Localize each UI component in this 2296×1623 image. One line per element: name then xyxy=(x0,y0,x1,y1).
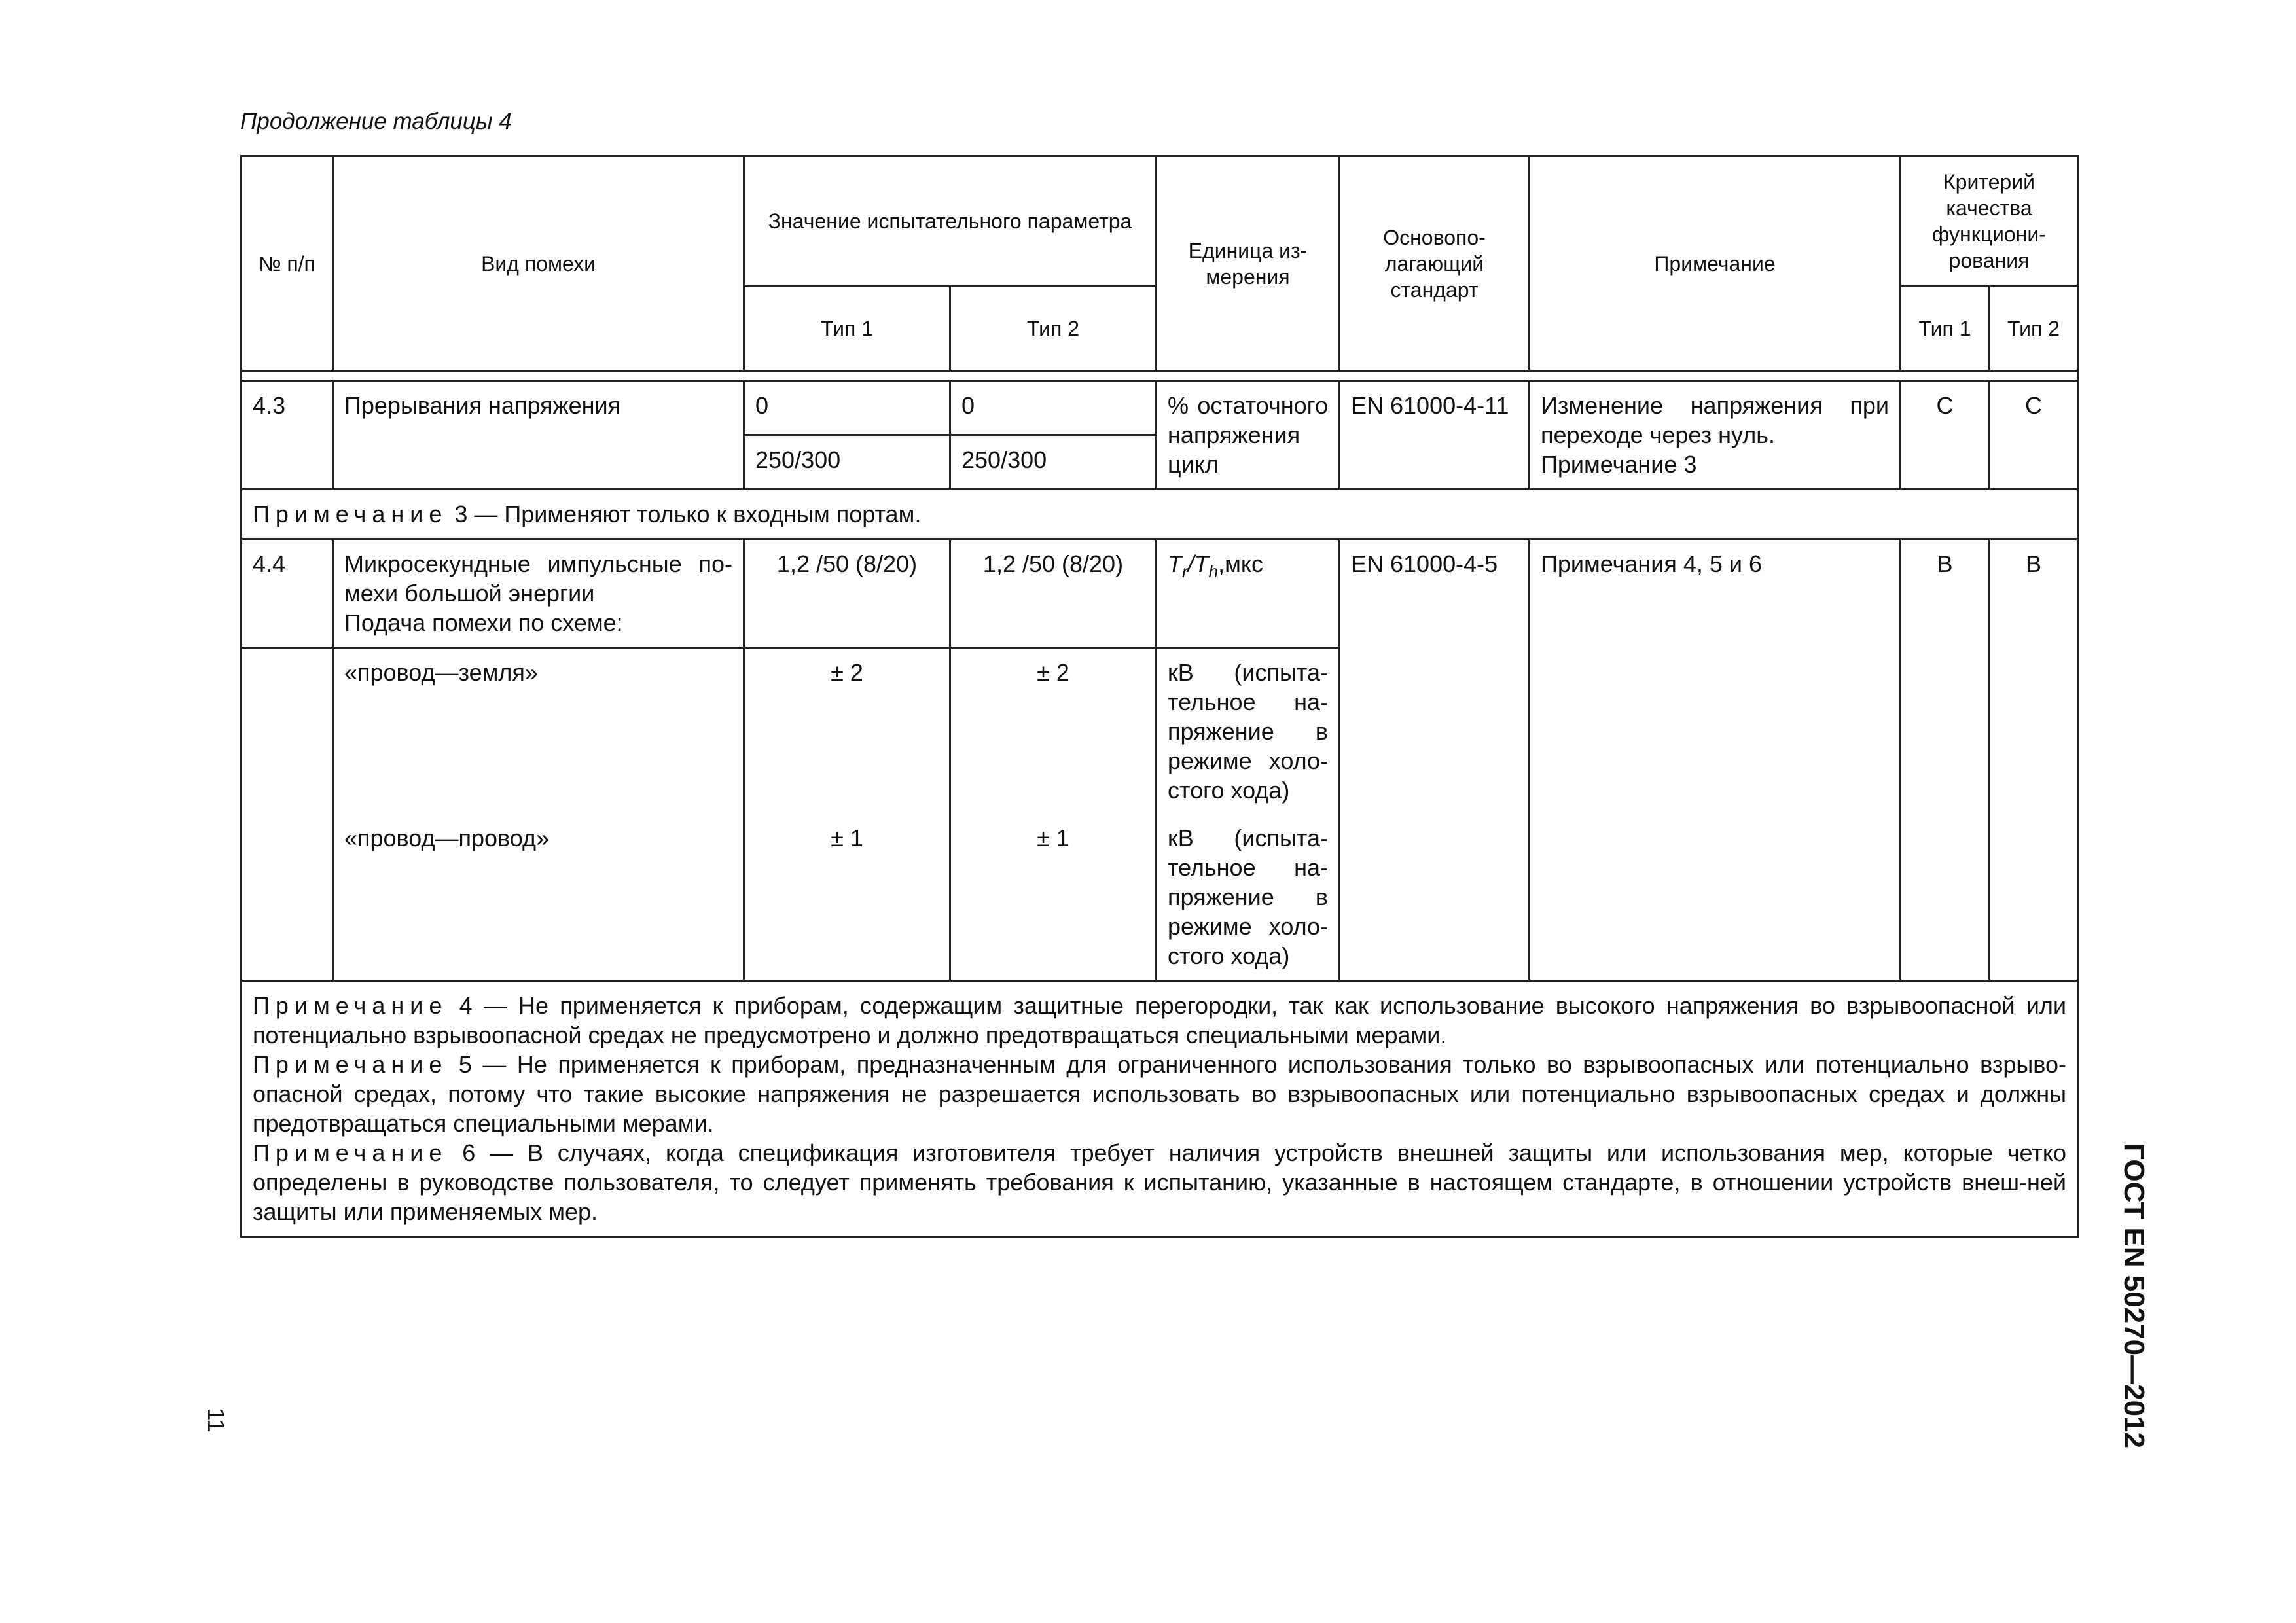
test-parameters-table xyxy=(240,155,2079,1238)
header-crit1: Тип 1 xyxy=(1901,286,1990,371)
row-4-4-num: 4.4 xyxy=(242,539,333,648)
row-4-3-name: Прерывания напряжения xyxy=(333,381,744,490)
header-separator xyxy=(242,371,2078,381)
document-designation-text: ГОСТ EN 50270—2012 xyxy=(2118,1143,2150,1448)
unit-sub-r: r xyxy=(1182,562,1188,582)
row-4-3-type1-b: 250/300 xyxy=(744,435,950,490)
header-type2: Тип 2 xyxy=(950,286,1157,371)
row-4-4-unit: $T_r/T_h,мкс$ xyxy=(1157,539,1340,648)
table-row xyxy=(242,381,2078,435)
note-5 xyxy=(253,1050,2066,1138)
header-standard: Основопо-лагающий стандарт xyxy=(1340,156,1530,371)
note-6 xyxy=(253,1138,2066,1226)
notes-4-6 xyxy=(242,981,2078,1237)
header-num: № п/п xyxy=(242,156,333,371)
header-remark: Примечание xyxy=(1530,156,1901,371)
row-4-4-scheme-label: Подача помехи по схеме: xyxy=(344,609,623,636)
header-type: Вид помехи xyxy=(333,156,744,371)
row-4-4-name xyxy=(333,539,744,648)
row-4-3-type2-b: 250/300 xyxy=(950,435,1157,490)
row-4-3-type2-a: 0 xyxy=(950,381,1157,435)
row-4-4-num-cont xyxy=(242,648,333,981)
header-unit: Единица из-мерения xyxy=(1157,156,1340,371)
note-3 xyxy=(242,490,2078,539)
page-number-text: 11 xyxy=(203,1408,230,1433)
note-5-prefix: Примечание xyxy=(253,1051,448,1078)
row-4-3-num: 4.3 xyxy=(242,381,333,490)
row-4-3-crit2: C xyxy=(1990,381,2078,490)
row-4-4-unit-suffix: ,мкс xyxy=(1218,550,1264,577)
notes-row xyxy=(242,981,2078,1237)
row-4-4-type1: 1,2 /50 (8/20) xyxy=(744,539,950,648)
sub-wire-ground-type2: ± 2 xyxy=(950,648,1157,815)
note-6-prefix: Примечание xyxy=(253,1139,448,1166)
sub-wire-wire-unit: кВ (испыта-тельное на-пряжение в режиме холо-стого хода) xyxy=(1157,814,1340,981)
row-4-4-crit1: B xyxy=(1901,539,1990,981)
note-3-text: 3 — Применяют только к входным портам. xyxy=(448,501,922,527)
note-6-text: 6 — В случаях, когда спецификация изготовителя требует наличия устройств внешней защиты или использования мер, которые четко определены в руководстве пользователя, то следует применять требования к испытанию, указанные в настоящем стандарте, в отношении устройств внеш-ней защиты или применяемых мер. xyxy=(253,1139,2066,1225)
row-4-4-crit2: B xyxy=(1990,539,2078,981)
document-designation xyxy=(2108,1143,2160,1448)
note-4 xyxy=(253,991,2066,1050)
sub-wire-ground-name: «провод—земля» xyxy=(333,648,744,815)
row-4-3-remark-line: Изменение напряжения при переходе через нуль. xyxy=(1541,392,1889,448)
header-criterion: Критерий качества функциони-рования xyxy=(1901,156,2078,286)
row-4-3-standard: EN 61000-4-11 xyxy=(1340,381,1530,490)
note-4-text: 4 — Не применяется к приборам, содержащим защитные перегородки, так как использование высокого напряжения во взрывоопасной или потенциально взрывоопасной средах не предусмотрено и должно предотвращаться специальными мерами. xyxy=(253,992,2066,1048)
sub-wire-ground-unit: кВ (испыта-тельное на-пряжение в режиме холо-стого хода) xyxy=(1157,648,1340,815)
row-4-4-name-line: Микросекундные импульсные по-мехи большой энергии xyxy=(344,550,732,607)
row-4-3-crit1: C xyxy=(1901,381,1990,490)
header-type1: Тип 1 xyxy=(744,286,950,371)
header-crit2: Тип 2 xyxy=(1990,286,2078,371)
row-4-3-type1-a: 0 xyxy=(744,381,950,435)
unit-sub-h: h xyxy=(1208,562,1219,582)
sub-wire-ground-type1: ± 2 xyxy=(744,648,950,815)
row-4-4-remark: Примечания 4, 5 и 6 xyxy=(1530,539,1901,981)
sub-wire-wire-type2: ± 1 xyxy=(950,814,1157,981)
sub-wire-wire-type1: ± 1 xyxy=(744,814,950,981)
note-4-prefix: Примечание xyxy=(253,992,448,1019)
page-number xyxy=(196,1400,236,1440)
note-5-text: 5 — Не применяется к приборам, предназначенным для ограниченного использования только во взрывоопасных или потенциально взрыво-опасной средах, потому что такие высокие напряжения не разрешается использовать во взрывоопасных или потенциально взрывоопасных средах и должны предотвращаться специальными мерами. xyxy=(253,1051,2066,1137)
table-caption: Продолжение таблицы 4 xyxy=(240,109,512,134)
header-value: Значение испытательного параметра xyxy=(744,156,1157,286)
row-4-4-type2: 1,2 /50 (8/20) xyxy=(950,539,1157,648)
sub-wire-wire-name: «провод—провод» xyxy=(333,814,744,981)
row-4-3-remark-ref: Примечание 3 xyxy=(1541,451,1697,478)
table-row xyxy=(242,539,2078,648)
row-4-3-unit: % остаточного напряжения цикл xyxy=(1157,381,1340,490)
row-4-4-standard: EN 61000-4-5 xyxy=(1340,539,1530,981)
row-4-3-remark xyxy=(1530,381,1901,490)
note-3-prefix: Примечание xyxy=(253,501,448,527)
note-row xyxy=(242,490,2078,539)
